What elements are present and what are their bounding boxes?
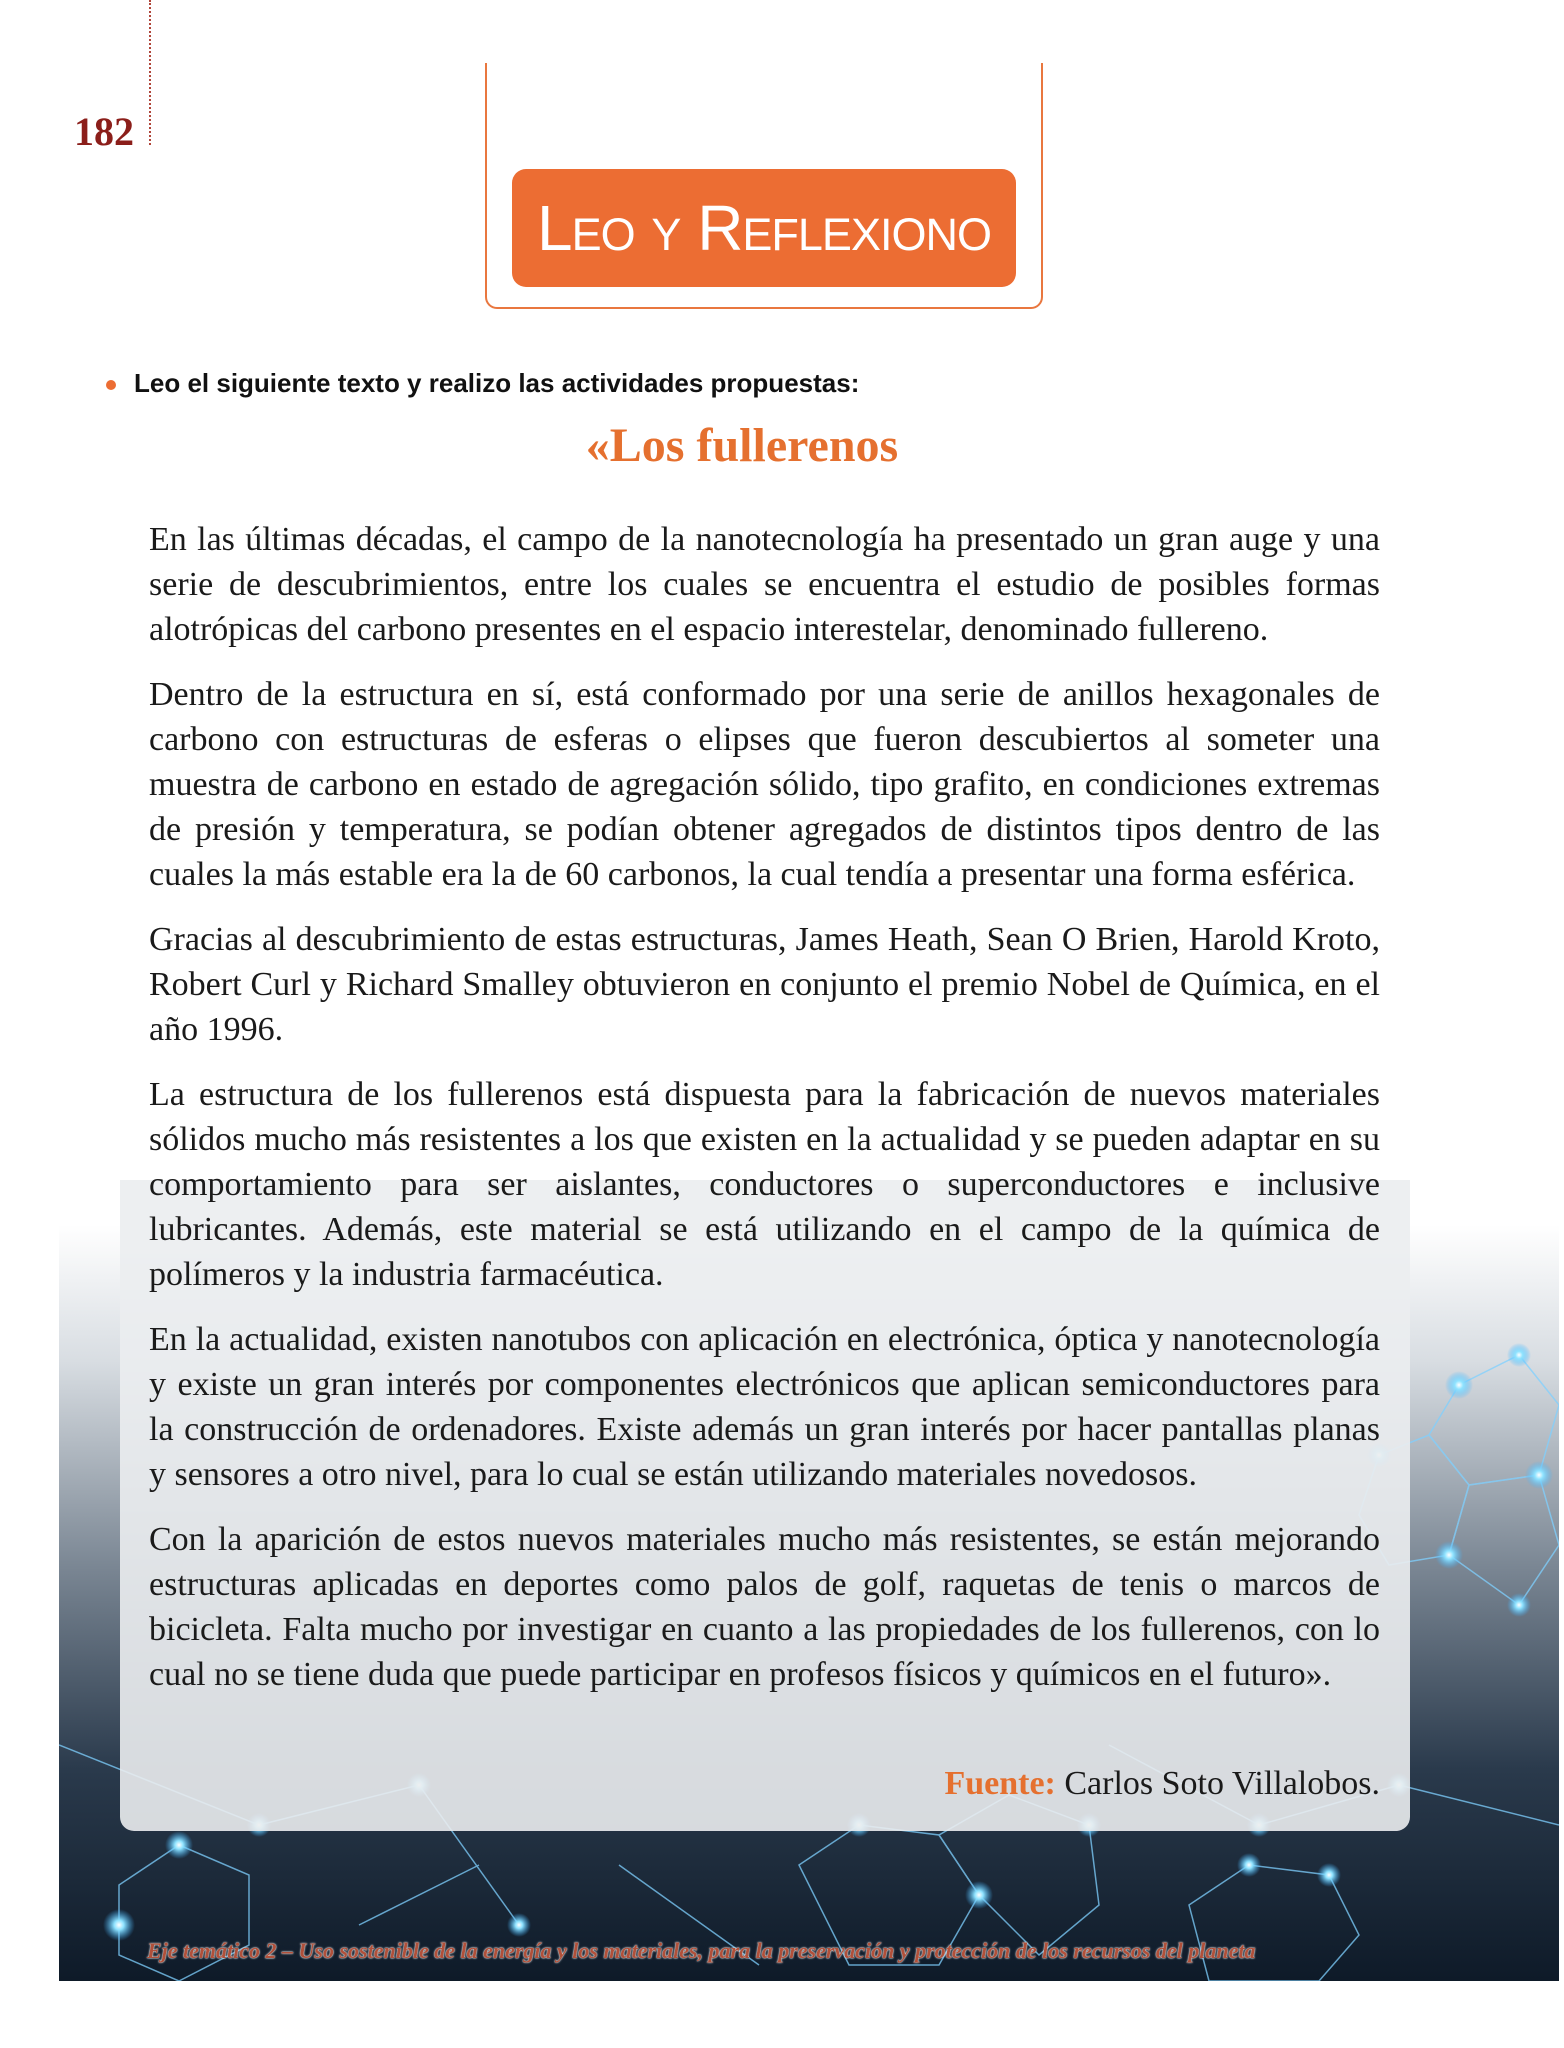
reading-title: «Los fullerenos [585,419,899,472]
source-label: Fuente: [944,1765,1056,1802]
margin-dotted-line [149,0,151,145]
source-citation [944,1765,1380,1803]
paragraph: Gracias al descubrimiento de estas estructuras, James Heath, Sean O Brien, Harold Kroto, Robert Curl y Richard Smalley obtuvieron en conjunto el premio Nobel de Química, en el año 1996. [149,921,1380,1048]
page-number: 182 [74,109,134,154]
source-author: Carlos Soto Villalobos. [1064,1765,1380,1802]
paragraph: En la actualidad, existen nanotubos con aplicación en electrónica, óptica y nanotecnología y existe un gran interés por componentes electrónicos que aplican semiconductores para la construcción de ordenadores. Existe además un gran interés por hacer pantallas planas y sensores a otro nivel, para lo cual se están utilizando materiales novedosos. [149,1321,1380,1493]
section-header-badge [512,169,1016,287]
section-header-label: Leo y Reflexiono [537,192,991,264]
paragraph: Con la aparición de estos nuevos materiales mucho más resistentes, se están mejorando estructuras aplicadas en deportes como palos de golf, raquetas de tenis o marcos de bicicleta. Falta mucho por investigar en cuanto a las propiedades de los fullerenos, con lo cual no se tiene duda que puede participar en profesos físicos y químicos en el futuro». [149,1521,1380,1693]
paragraph: La estructura de los fullerenos está dispuesta para la fabricación de nuevos materiales sólidos mucho más resistentes a los que existen en la actualidad y se pueden adaptar en su comportamiento para ser aislantes, conductores o superconductores e inclusive lubricantes. Además, este material se está utilizando en el campo de la química de polímeros y la industria farmacéutica. [149,1076,1380,1293]
paragraph: En las últimas décadas, el campo de la nanotecnología ha presentado un gran auge y una serie de descubrimientos, entre los cuales se encuentra el estudio de posibles formas alotrópicas del carbono presentes en el espacio interestelar, denominado fullereno. [149,521,1380,648]
reading-body [149,517,1380,1717]
instruction [106,368,859,399]
instruction-text: Leo el siguiente texto y realizo las actividades propuestas: [134,368,860,398]
footer-theme-text: Eje temático 2 – Uso sostenible de la energía y los materiales, para la preservación y protección de los recursos del planeta [147,1938,1256,1963]
paragraph: Dentro de la estructura en sí, está conformado por una serie de anillos hexagonales de carbono con estructuras de esferas o elipses que fueron descubiertos al someter una muestra de carbono en estado de agregación sólido, tipo grafito, en condiciones extremas de presión y temperatura, se podían obtener agregados de distintos tipos dentro de las cuales la más estable era la de 60 carbonos, la cual tendía a presentar una forma esférica. [149,676,1380,893]
bullet-icon [106,380,116,390]
